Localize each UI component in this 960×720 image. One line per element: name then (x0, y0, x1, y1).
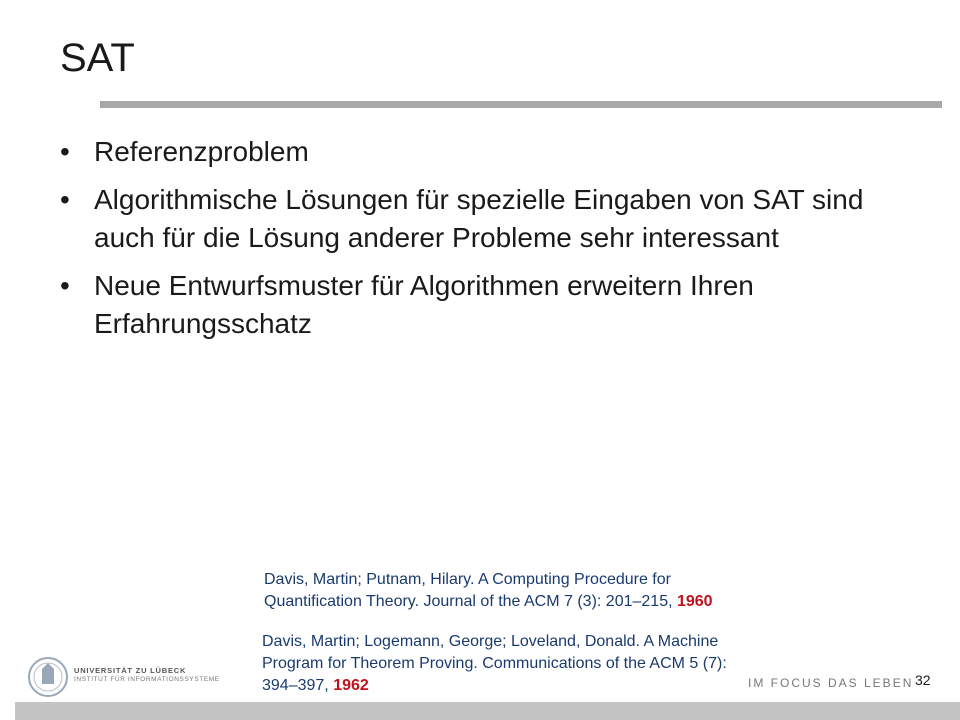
bullet-item (60, 267, 890, 343)
bullet-dot-icon: • (60, 184, 70, 215)
bullet-list (60, 133, 890, 353)
bullet-dot-icon: • (60, 270, 70, 301)
university-logo (26, 652, 220, 702)
logo-line-institute: INSTITUT FÜR INFORMATIONSSYSTEME (74, 676, 220, 683)
bullet-text: Algorithmische Lösungen für spezielle Eingaben von SAT sind auch für die Lösung anderer Probleme sehr interessant (94, 184, 864, 253)
bullet-text: Referenzproblem (94, 136, 309, 167)
tagline: IM FOCUS DAS LEBEN (748, 676, 914, 690)
title-divider (100, 101, 942, 108)
reference-text: Davis, Martin; Putnam, Hilary. A Computing Procedure for Quantification Theory. Journal of the ACM 7 (3): 201–215, (264, 571, 673, 610)
university-seal-icon (26, 652, 70, 702)
reference-year: 1960 (676, 593, 713, 610)
bullet-item (60, 133, 890, 171)
reference-davis-logemann-loveland (262, 631, 742, 697)
slide-title: SAT (60, 36, 135, 80)
bullet-item (60, 181, 890, 257)
bullet-text: Neue Entwurfsmuster für Algorithmen erweitern Ihren Erfahrungsschatz (94, 270, 754, 339)
reference-davis-putnam (264, 569, 764, 613)
footer-band (15, 702, 960, 720)
page-number: 32 (915, 672, 931, 688)
bullet-dot-icon: • (60, 136, 70, 167)
reference-text: Davis, Martin; Logemann, George; Loveland, Donald. A Machine Program for Theorem Proving. Communications of the ACM 5 (7): 394–397, (262, 633, 727, 694)
logo-line-university: UNIVERSITÄT ZU LÜBECK (74, 666, 187, 675)
reference-year: 1962 (333, 677, 369, 694)
